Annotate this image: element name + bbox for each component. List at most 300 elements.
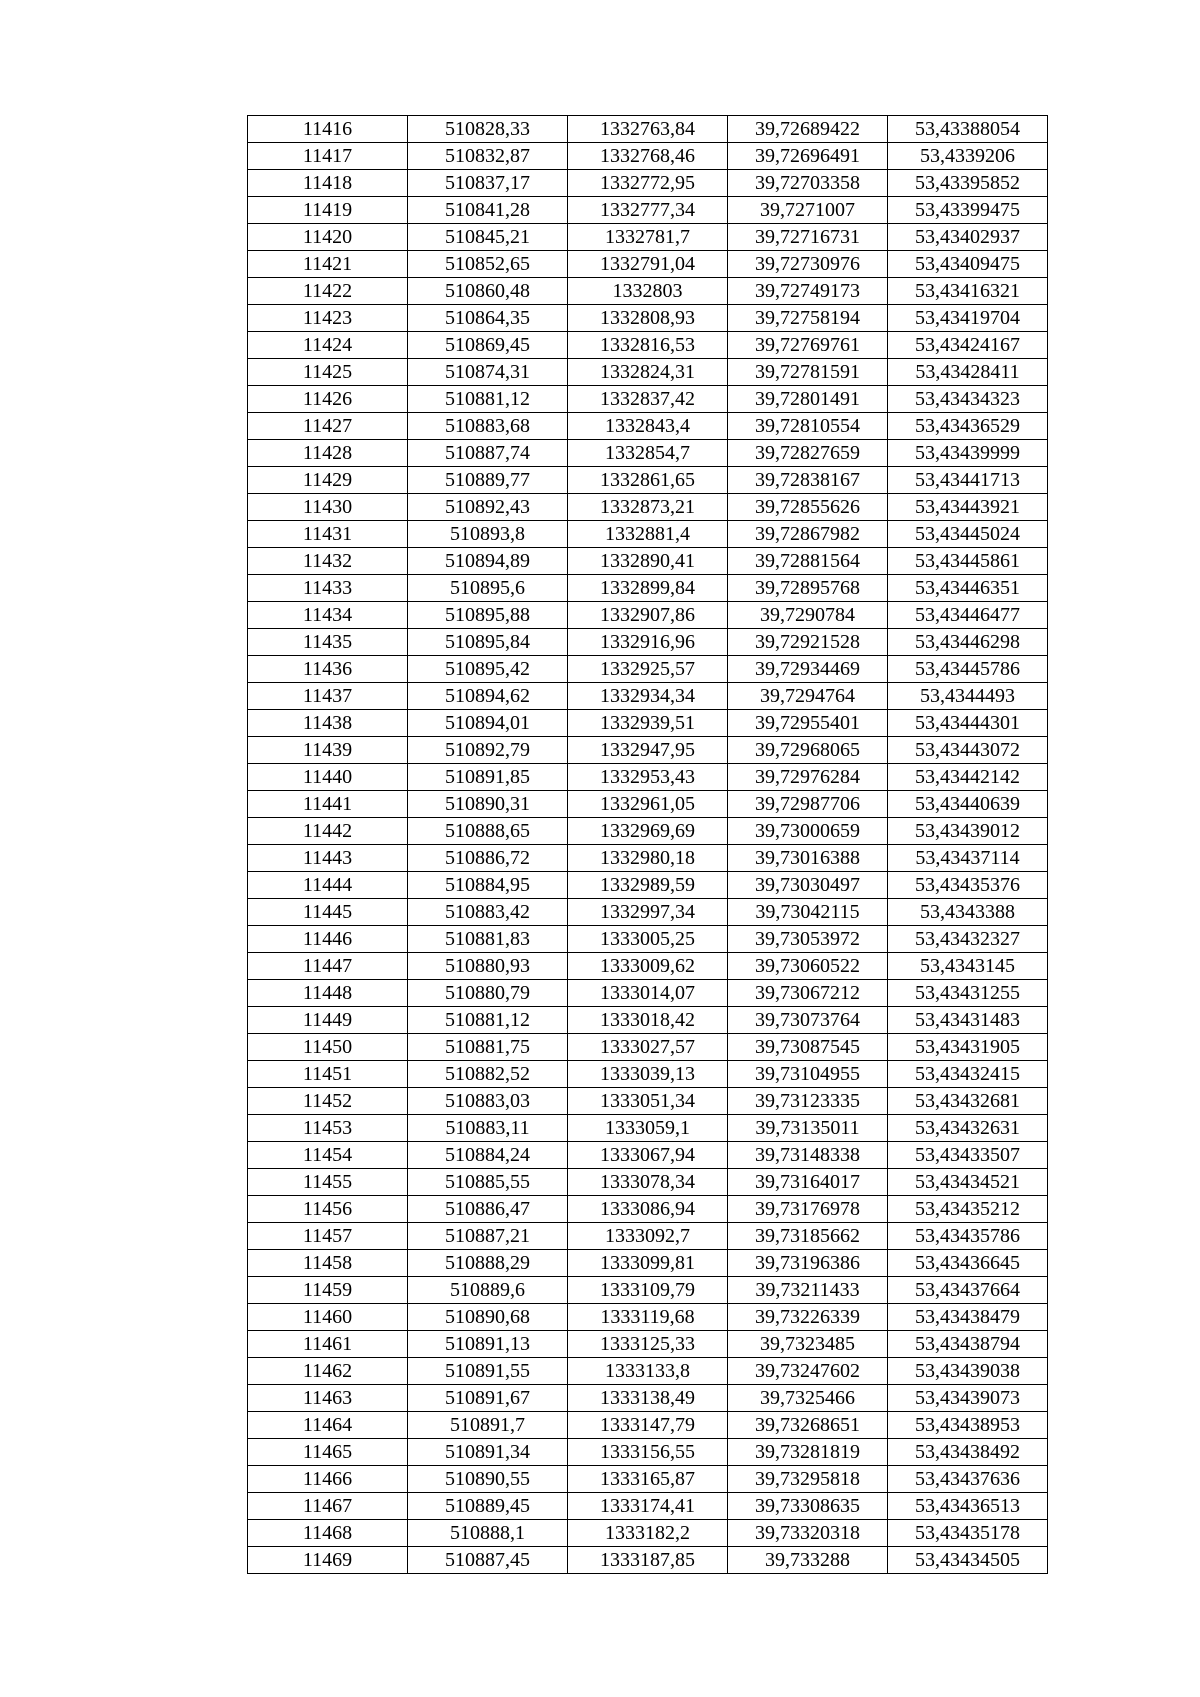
x-coordinate-cell: 510885,55	[408, 1169, 568, 1196]
latitude-cell: 53,43439038	[888, 1358, 1048, 1385]
longitude-cell: 39,73042115	[728, 899, 888, 926]
point-number-cell: 11440	[248, 764, 408, 791]
table-row	[248, 1142, 1048, 1169]
point-number-cell: 11450	[248, 1034, 408, 1061]
x-coordinate-cell: 510888,29	[408, 1250, 568, 1277]
table-row	[248, 710, 1048, 737]
y-coordinate-cell: 1333092,7	[568, 1223, 728, 1250]
point-number-cell: 11432	[248, 548, 408, 575]
point-number-cell: 11425	[248, 359, 408, 386]
point-number-cell: 11434	[248, 602, 408, 629]
table-row	[248, 197, 1048, 224]
table-row	[248, 143, 1048, 170]
latitude-cell: 53,43399475	[888, 197, 1048, 224]
table-row	[248, 1304, 1048, 1331]
latitude-cell: 53,43437114	[888, 845, 1048, 872]
table-row	[248, 170, 1048, 197]
x-coordinate-cell: 510884,24	[408, 1142, 568, 1169]
table-row	[248, 440, 1048, 467]
x-coordinate-cell: 510891,67	[408, 1385, 568, 1412]
table-row	[248, 683, 1048, 710]
table-row	[248, 1520, 1048, 1547]
table-row	[248, 926, 1048, 953]
x-coordinate-cell: 510869,45	[408, 332, 568, 359]
latitude-cell: 53,43445786	[888, 656, 1048, 683]
longitude-cell: 39,72895768	[728, 575, 888, 602]
point-number-cell: 11468	[248, 1520, 408, 1547]
y-coordinate-cell: 1333147,79	[568, 1412, 728, 1439]
latitude-cell: 53,43436529	[888, 413, 1048, 440]
x-coordinate-cell: 510894,01	[408, 710, 568, 737]
point-number-cell: 11463	[248, 1385, 408, 1412]
table-row	[248, 1412, 1048, 1439]
y-coordinate-cell: 1332980,18	[568, 845, 728, 872]
y-coordinate-cell: 1332961,05	[568, 791, 728, 818]
longitude-cell: 39,73060522	[728, 953, 888, 980]
x-coordinate-cell: 510883,68	[408, 413, 568, 440]
latitude-cell: 53,4343145	[888, 953, 1048, 980]
longitude-cell: 39,72881564	[728, 548, 888, 575]
table-row	[248, 1061, 1048, 1088]
point-number-cell: 11442	[248, 818, 408, 845]
latitude-cell: 53,43442142	[888, 764, 1048, 791]
x-coordinate-cell: 510860,48	[408, 278, 568, 305]
point-number-cell: 11469	[248, 1547, 408, 1574]
y-coordinate-cell: 1333005,25	[568, 926, 728, 953]
table-row	[248, 521, 1048, 548]
longitude-cell: 39,7323485	[728, 1331, 888, 1358]
latitude-cell: 53,43439012	[888, 818, 1048, 845]
y-coordinate-cell: 1333174,41	[568, 1493, 728, 1520]
table-row	[248, 656, 1048, 683]
longitude-cell: 39,72730976	[728, 251, 888, 278]
y-coordinate-cell: 1332899,84	[568, 575, 728, 602]
x-coordinate-cell: 510888,65	[408, 818, 568, 845]
coordinates-table	[247, 115, 1048, 1574]
table-row	[248, 1250, 1048, 1277]
latitude-cell: 53,43424167	[888, 332, 1048, 359]
x-coordinate-cell: 510890,55	[408, 1466, 568, 1493]
x-coordinate-cell: 510828,33	[408, 116, 568, 143]
point-number-cell: 11449	[248, 1007, 408, 1034]
latitude-cell: 53,43432327	[888, 926, 1048, 953]
latitude-cell: 53,43388054	[888, 116, 1048, 143]
y-coordinate-cell: 1333027,57	[568, 1034, 728, 1061]
table-row	[248, 467, 1048, 494]
y-coordinate-cell: 1333187,85	[568, 1547, 728, 1574]
point-number-cell: 11460	[248, 1304, 408, 1331]
point-number-cell: 11437	[248, 683, 408, 710]
table-row	[248, 1439, 1048, 1466]
latitude-cell: 53,43432681	[888, 1088, 1048, 1115]
longitude-cell: 39,72703358	[728, 170, 888, 197]
table-row	[248, 818, 1048, 845]
table-row	[248, 1034, 1048, 1061]
latitude-cell: 53,43445024	[888, 521, 1048, 548]
latitude-cell: 53,43438492	[888, 1439, 1048, 1466]
table-row	[248, 1547, 1048, 1574]
latitude-cell: 53,43438479	[888, 1304, 1048, 1331]
y-coordinate-cell: 1332953,43	[568, 764, 728, 791]
table-row	[248, 386, 1048, 413]
y-coordinate-cell: 1332939,51	[568, 710, 728, 737]
y-coordinate-cell: 1332837,42	[568, 386, 728, 413]
latitude-cell: 53,43436645	[888, 1250, 1048, 1277]
y-coordinate-cell: 1332772,95	[568, 170, 728, 197]
table-row	[248, 1331, 1048, 1358]
table-row	[248, 764, 1048, 791]
table-row	[248, 1466, 1048, 1493]
y-coordinate-cell: 1332854,7	[568, 440, 728, 467]
point-number-cell: 11451	[248, 1061, 408, 1088]
x-coordinate-cell: 510883,11	[408, 1115, 568, 1142]
table-row	[248, 548, 1048, 575]
longitude-cell: 39,72781591	[728, 359, 888, 386]
latitude-cell: 53,43416321	[888, 278, 1048, 305]
point-number-cell: 11418	[248, 170, 408, 197]
x-coordinate-cell: 510883,03	[408, 1088, 568, 1115]
x-coordinate-cell: 510852,65	[408, 251, 568, 278]
point-number-cell: 11455	[248, 1169, 408, 1196]
table-row	[248, 872, 1048, 899]
y-coordinate-cell: 1332781,7	[568, 224, 728, 251]
x-coordinate-cell: 510889,6	[408, 1277, 568, 1304]
longitude-cell: 39,73030497	[728, 872, 888, 899]
longitude-cell: 39,73073764	[728, 1007, 888, 1034]
latitude-cell: 53,43446298	[888, 629, 1048, 656]
point-number-cell: 11466	[248, 1466, 408, 1493]
x-coordinate-cell: 510887,45	[408, 1547, 568, 1574]
y-coordinate-cell: 1332824,31	[568, 359, 728, 386]
longitude-cell: 39,73320318	[728, 1520, 888, 1547]
longitude-cell: 39,72801491	[728, 386, 888, 413]
point-number-cell: 11453	[248, 1115, 408, 1142]
latitude-cell: 53,4344493	[888, 683, 1048, 710]
x-coordinate-cell: 510888,1	[408, 1520, 568, 1547]
longitude-cell: 39,72758194	[728, 305, 888, 332]
x-coordinate-cell: 510886,72	[408, 845, 568, 872]
point-number-cell: 11436	[248, 656, 408, 683]
latitude-cell: 53,43446477	[888, 602, 1048, 629]
point-number-cell: 11428	[248, 440, 408, 467]
longitude-cell: 39,72769761	[728, 332, 888, 359]
point-number-cell: 11444	[248, 872, 408, 899]
longitude-cell: 39,73067212	[728, 980, 888, 1007]
x-coordinate-cell: 510891,7	[408, 1412, 568, 1439]
table-row	[248, 953, 1048, 980]
x-coordinate-cell: 510891,55	[408, 1358, 568, 1385]
x-coordinate-cell: 510882,52	[408, 1061, 568, 1088]
x-coordinate-cell: 510891,13	[408, 1331, 568, 1358]
longitude-cell: 39,73016388	[728, 845, 888, 872]
latitude-cell: 53,43434521	[888, 1169, 1048, 1196]
longitude-cell: 39,73247602	[728, 1358, 888, 1385]
longitude-cell: 39,72855626	[728, 494, 888, 521]
point-number-cell: 11445	[248, 899, 408, 926]
point-number-cell: 11457	[248, 1223, 408, 1250]
x-coordinate-cell: 510886,47	[408, 1196, 568, 1223]
table-row	[248, 737, 1048, 764]
point-number-cell: 11447	[248, 953, 408, 980]
longitude-cell: 39,7325466	[728, 1385, 888, 1412]
y-coordinate-cell: 1332907,86	[568, 602, 728, 629]
latitude-cell: 53,43409475	[888, 251, 1048, 278]
x-coordinate-cell: 510892,79	[408, 737, 568, 764]
x-coordinate-cell: 510884,95	[408, 872, 568, 899]
x-coordinate-cell: 510880,93	[408, 953, 568, 980]
point-number-cell: 11456	[248, 1196, 408, 1223]
y-coordinate-cell: 1332997,34	[568, 899, 728, 926]
point-number-cell: 11459	[248, 1277, 408, 1304]
longitude-cell: 39,72838167	[728, 467, 888, 494]
y-coordinate-cell: 1333156,55	[568, 1439, 728, 1466]
y-coordinate-cell: 1332861,65	[568, 467, 728, 494]
longitude-cell: 39,72987706	[728, 791, 888, 818]
y-coordinate-cell: 1332803	[568, 278, 728, 305]
point-number-cell: 11462	[248, 1358, 408, 1385]
y-coordinate-cell: 1332934,34	[568, 683, 728, 710]
table-row	[248, 305, 1048, 332]
point-number-cell: 11441	[248, 791, 408, 818]
point-number-cell: 11419	[248, 197, 408, 224]
table-row	[248, 1007, 1048, 1034]
x-coordinate-cell: 510832,87	[408, 143, 568, 170]
y-coordinate-cell: 1333067,94	[568, 1142, 728, 1169]
table-row	[248, 278, 1048, 305]
latitude-cell: 53,43431483	[888, 1007, 1048, 1034]
y-coordinate-cell: 1333018,42	[568, 1007, 728, 1034]
y-coordinate-cell: 1332763,84	[568, 116, 728, 143]
y-coordinate-cell: 1333165,87	[568, 1466, 728, 1493]
longitude-cell: 39,72749173	[728, 278, 888, 305]
x-coordinate-cell: 510864,35	[408, 305, 568, 332]
latitude-cell: 53,43402937	[888, 224, 1048, 251]
x-coordinate-cell: 510891,85	[408, 764, 568, 791]
point-number-cell: 11464	[248, 1412, 408, 1439]
longitude-cell: 39,73211433	[728, 1277, 888, 1304]
latitude-cell: 53,43435376	[888, 872, 1048, 899]
table-row	[248, 1223, 1048, 1250]
y-coordinate-cell: 1332816,53	[568, 332, 728, 359]
y-coordinate-cell: 1333014,07	[568, 980, 728, 1007]
table-row	[248, 1277, 1048, 1304]
latitude-cell: 53,43439999	[888, 440, 1048, 467]
latitude-cell: 53,43446351	[888, 575, 1048, 602]
x-coordinate-cell: 510895,84	[408, 629, 568, 656]
y-coordinate-cell: 1332969,69	[568, 818, 728, 845]
longitude-cell: 39,72934469	[728, 656, 888, 683]
longitude-cell: 39,73176978	[728, 1196, 888, 1223]
x-coordinate-cell: 510881,83	[408, 926, 568, 953]
table-row	[248, 413, 1048, 440]
longitude-cell: 39,73185662	[728, 1223, 888, 1250]
point-number-cell: 11439	[248, 737, 408, 764]
x-coordinate-cell: 510887,21	[408, 1223, 568, 1250]
y-coordinate-cell: 1332916,96	[568, 629, 728, 656]
point-number-cell: 11426	[248, 386, 408, 413]
table-row	[248, 359, 1048, 386]
latitude-cell: 53,43434505	[888, 1547, 1048, 1574]
longitude-cell: 39,73104955	[728, 1061, 888, 1088]
longitude-cell: 39,73226339	[728, 1304, 888, 1331]
x-coordinate-cell: 510881,12	[408, 386, 568, 413]
longitude-cell: 39,733288	[728, 1547, 888, 1574]
longitude-cell: 39,73053972	[728, 926, 888, 953]
latitude-cell: 53,43437664	[888, 1277, 1048, 1304]
x-coordinate-cell: 510890,31	[408, 791, 568, 818]
y-coordinate-cell: 1333133,8	[568, 1358, 728, 1385]
x-coordinate-cell: 510893,8	[408, 521, 568, 548]
table-row	[248, 1385, 1048, 1412]
table-row	[248, 845, 1048, 872]
y-coordinate-cell: 1333009,62	[568, 953, 728, 980]
table-row	[248, 629, 1048, 656]
y-coordinate-cell: 1332890,41	[568, 548, 728, 575]
y-coordinate-cell: 1333086,94	[568, 1196, 728, 1223]
y-coordinate-cell: 1332989,59	[568, 872, 728, 899]
y-coordinate-cell: 1332947,95	[568, 737, 728, 764]
y-coordinate-cell: 1333051,34	[568, 1088, 728, 1115]
x-coordinate-cell: 510889,45	[408, 1493, 568, 1520]
longitude-cell: 39,73123335	[728, 1088, 888, 1115]
x-coordinate-cell: 510889,77	[408, 467, 568, 494]
longitude-cell: 39,72976284	[728, 764, 888, 791]
x-coordinate-cell: 510895,42	[408, 656, 568, 683]
table-row	[248, 494, 1048, 521]
longitude-cell: 39,73087545	[728, 1034, 888, 1061]
x-coordinate-cell: 510874,31	[408, 359, 568, 386]
x-coordinate-cell: 510881,75	[408, 1034, 568, 1061]
latitude-cell: 53,43443921	[888, 494, 1048, 521]
x-coordinate-cell: 510891,34	[408, 1439, 568, 1466]
table-row	[248, 1196, 1048, 1223]
table-row	[248, 1358, 1048, 1385]
longitude-cell: 39,72810554	[728, 413, 888, 440]
table-row	[248, 1169, 1048, 1196]
x-coordinate-cell: 510887,74	[408, 440, 568, 467]
point-number-cell: 11461	[248, 1331, 408, 1358]
point-number-cell: 11420	[248, 224, 408, 251]
table-row	[248, 899, 1048, 926]
point-number-cell: 11417	[248, 143, 408, 170]
table-row	[248, 980, 1048, 1007]
point-number-cell: 11430	[248, 494, 408, 521]
latitude-cell: 53,43431255	[888, 980, 1048, 1007]
y-coordinate-cell: 1332777,34	[568, 197, 728, 224]
y-coordinate-cell: 1333138,49	[568, 1385, 728, 1412]
x-coordinate-cell: 510892,43	[408, 494, 568, 521]
y-coordinate-cell: 1333125,33	[568, 1331, 728, 1358]
point-number-cell: 11438	[248, 710, 408, 737]
longitude-cell: 39,72689422	[728, 116, 888, 143]
table-row	[248, 251, 1048, 278]
point-number-cell: 11435	[248, 629, 408, 656]
point-number-cell: 11448	[248, 980, 408, 1007]
y-coordinate-cell: 1333119,68	[568, 1304, 728, 1331]
longitude-cell: 39,72696491	[728, 143, 888, 170]
longitude-cell: 39,72716731	[728, 224, 888, 251]
table-row	[248, 1493, 1048, 1520]
latitude-cell: 53,43440639	[888, 791, 1048, 818]
latitude-cell: 53,43419704	[888, 305, 1048, 332]
x-coordinate-cell: 510841,28	[408, 197, 568, 224]
table-row	[248, 791, 1048, 818]
longitude-cell: 39,73308635	[728, 1493, 888, 1520]
longitude-cell: 39,73268651	[728, 1412, 888, 1439]
y-coordinate-cell: 1333109,79	[568, 1277, 728, 1304]
x-coordinate-cell: 510895,6	[408, 575, 568, 602]
point-number-cell: 11446	[248, 926, 408, 953]
table-row	[248, 1115, 1048, 1142]
latitude-cell: 53,43431905	[888, 1034, 1048, 1061]
point-number-cell: 11431	[248, 521, 408, 548]
x-coordinate-cell: 510880,79	[408, 980, 568, 1007]
x-coordinate-cell: 510837,17	[408, 170, 568, 197]
latitude-cell: 53,4343388	[888, 899, 1048, 926]
latitude-cell: 53,43441713	[888, 467, 1048, 494]
latitude-cell: 53,43428411	[888, 359, 1048, 386]
table-row	[248, 224, 1048, 251]
point-number-cell: 11467	[248, 1493, 408, 1520]
latitude-cell: 53,43443072	[888, 737, 1048, 764]
table-row	[248, 1088, 1048, 1115]
point-number-cell: 11424	[248, 332, 408, 359]
point-number-cell: 11423	[248, 305, 408, 332]
latitude-cell: 53,43432631	[888, 1115, 1048, 1142]
longitude-cell: 39,7271007	[728, 197, 888, 224]
x-coordinate-cell: 510895,88	[408, 602, 568, 629]
latitude-cell: 53,43395852	[888, 170, 1048, 197]
point-number-cell: 11465	[248, 1439, 408, 1466]
point-number-cell: 11433	[248, 575, 408, 602]
latitude-cell: 53,4339206	[888, 143, 1048, 170]
longitude-cell: 39,73281819	[728, 1439, 888, 1466]
latitude-cell: 53,43444301	[888, 710, 1048, 737]
y-coordinate-cell: 1332768,46	[568, 143, 728, 170]
point-number-cell: 11458	[248, 1250, 408, 1277]
y-coordinate-cell: 1332808,93	[568, 305, 728, 332]
longitude-cell: 39,73135011	[728, 1115, 888, 1142]
latitude-cell: 53,43438953	[888, 1412, 1048, 1439]
x-coordinate-cell: 510894,62	[408, 683, 568, 710]
table-row	[248, 332, 1048, 359]
point-number-cell: 11421	[248, 251, 408, 278]
latitude-cell: 53,43435212	[888, 1196, 1048, 1223]
latitude-cell: 53,43432415	[888, 1061, 1048, 1088]
latitude-cell: 53,43439073	[888, 1385, 1048, 1412]
y-coordinate-cell: 1332881,4	[568, 521, 728, 548]
point-number-cell: 11454	[248, 1142, 408, 1169]
latitude-cell: 53,43438794	[888, 1331, 1048, 1358]
x-coordinate-cell: 510881,12	[408, 1007, 568, 1034]
x-coordinate-cell: 510883,42	[408, 899, 568, 926]
y-coordinate-cell: 1333039,13	[568, 1061, 728, 1088]
longitude-cell: 39,73000659	[728, 818, 888, 845]
y-coordinate-cell: 1332925,57	[568, 656, 728, 683]
longitude-cell: 39,73164017	[728, 1169, 888, 1196]
y-coordinate-cell: 1333182,2	[568, 1520, 728, 1547]
longitude-cell: 39,72867982	[728, 521, 888, 548]
latitude-cell: 53,43445861	[888, 548, 1048, 575]
y-coordinate-cell: 1333059,1	[568, 1115, 728, 1142]
longitude-cell: 39,73148338	[728, 1142, 888, 1169]
x-coordinate-cell: 510894,89	[408, 548, 568, 575]
longitude-cell: 39,72968065	[728, 737, 888, 764]
latitude-cell: 53,43435178	[888, 1520, 1048, 1547]
longitude-cell: 39,72955401	[728, 710, 888, 737]
table-row	[248, 116, 1048, 143]
latitude-cell: 53,43433507	[888, 1142, 1048, 1169]
